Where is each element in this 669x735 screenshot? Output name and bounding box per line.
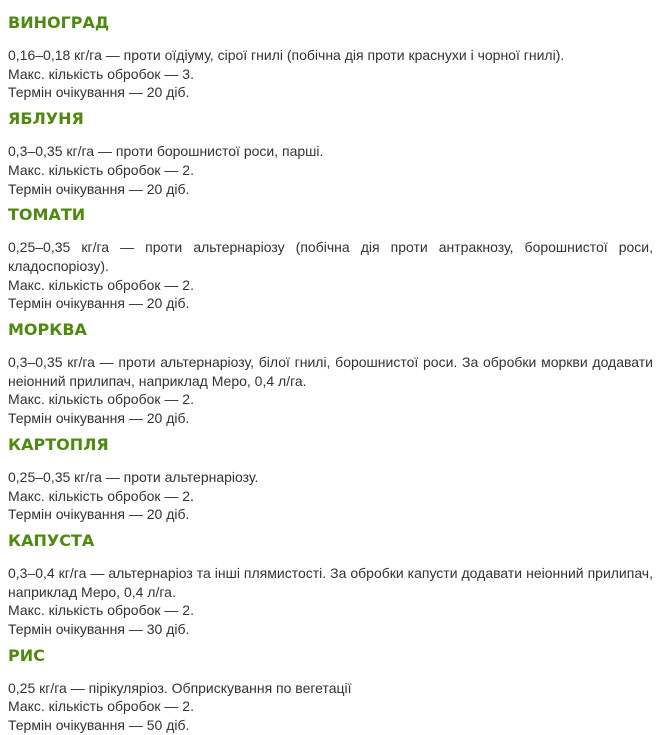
waiting-period: Термін очікування — 20 діб. [8, 84, 190, 101]
crop-section-apple [8, 109, 653, 198]
max-treatments: Макс. кількість обробок — 2. [8, 698, 194, 715]
crop-section-tomatoes [8, 205, 653, 313]
crop-title: ВИНОГРАД [8, 13, 110, 32]
application-rate: 0,3–0,4 кг/га — альтернаріоз та інші плямистості. За обробки капусти додавати неіонний прилипач, наприклад Меро, 0,4 л/га. [8, 564, 653, 600]
waiting-period: Термін очікування — 20 діб. [8, 295, 190, 312]
max-treatments: Макс. кількість обробок — 2. [8, 276, 194, 293]
max-treatments: Макс. кількість обробок — 3. [8, 65, 194, 82]
application-rate: 0,25–0,35 кг/га — проти альтернаріозу (побічна дія проти антракнозу, борошнистої роси, кладоспоріозу). [8, 239, 653, 274]
max-treatments: Макс. кількість обробок — 2. [8, 602, 194, 619]
application-rate: 0,16–0,18 кг/га — проти оїдіуму, сірої гнилі (побічна дія проти краснухи і чорної гнилі). [8, 47, 565, 63]
application-rate: 0,3–0,35 кг/га — проти борошнистої роси, парші. [8, 143, 324, 160]
waiting-period: Термін очікування — 20 діб. [8, 180, 190, 197]
application-rate: 0,3–0,35 кг/га — проти альтернаріозу, білої гнилі, борошнистої роси. За обробки моркви додавати неіонний прилипач, наприклад Меро, 0,4 л/га. [8, 354, 653, 389]
max-treatments: Макс. кількість обробок — 2. [8, 487, 194, 504]
max-treatments: Макс. кількість обробок — 2. [8, 161, 194, 178]
waiting-period: Термін очікування — 20 діб. [8, 506, 190, 523]
crop-section-potato [8, 435, 653, 524]
crop-title: КАПУСТА [8, 530, 95, 550]
max-treatments: Макс. кількість обробок — 2. [8, 391, 194, 408]
application-rate: 0,25–0,35 кг/га — проти альтернаріозу. [8, 468, 259, 485]
crop-section-grapes [8, 13, 653, 102]
crop-title: ТОМАТИ [8, 205, 86, 225]
crop-title: МОРКВА [8, 320, 87, 340]
crop-title: ЯБЛУНЯ [8, 109, 84, 129]
waiting-period: Термін очікування — 50 діб. [8, 717, 190, 734]
crop-section-cabbage [8, 531, 653, 639]
application-rate: 0,25 кг/га — пірікуляріоз. Обприскування по вегетації [8, 679, 352, 696]
crop-title: КАРТОПЛЯ [8, 434, 109, 454]
waiting-period: Термін очікування — 30 діб. [8, 621, 190, 638]
crop-section-rice [8, 646, 653, 735]
crop-section-carrot [8, 320, 653, 428]
crop-title: РИС [8, 645, 45, 665]
waiting-period: Термін очікування — 20 діб. [8, 410, 190, 427]
